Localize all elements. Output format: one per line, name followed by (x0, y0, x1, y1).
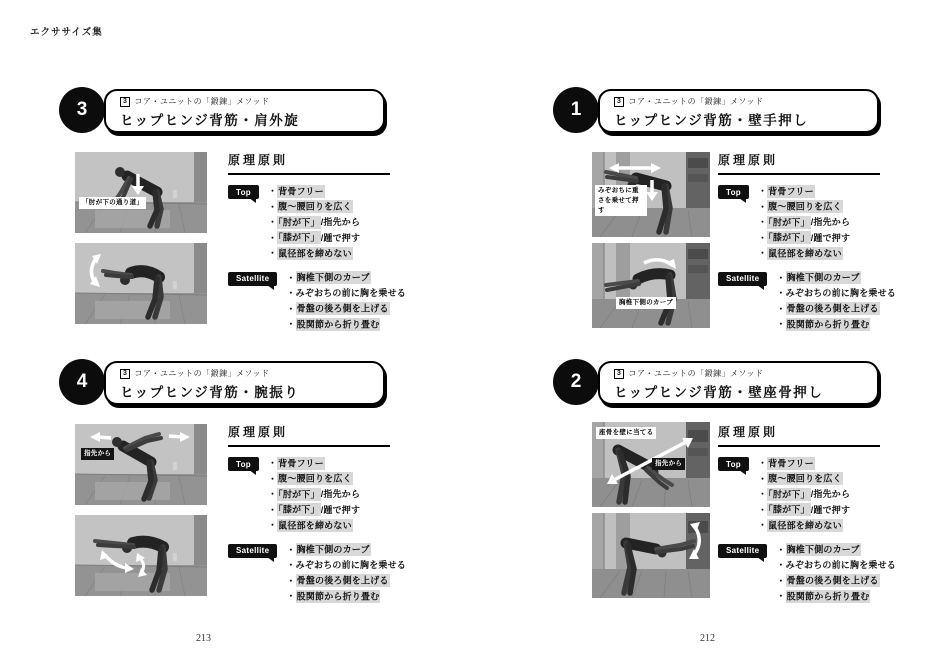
photo-callout: 指先から (81, 448, 114, 460)
satellite-principles (718, 271, 896, 333)
bullet: ・ (267, 232, 278, 243)
principle-item: ・鼠径部を締めない (267, 248, 352, 258)
satellite-tag: Satellite (228, 544, 277, 558)
method-label-row (614, 368, 867, 379)
section-header (104, 89, 385, 133)
principle-item: ・みぞおちの前に胸を乗せる (776, 288, 896, 298)
section-number-badge: 3 (59, 87, 105, 133)
bullet: ・ (267, 473, 278, 484)
photo-callout: 座骨を壁に当てる (596, 427, 656, 439)
principles-panel (718, 423, 896, 605)
top-list (758, 456, 850, 534)
principle-item: ・鼠径部を締めない (267, 520, 352, 530)
satellite-list (776, 271, 896, 333)
exercise-photo (592, 422, 710, 507)
principle-item: ・骨盤の後ろ側を上げる (776, 575, 879, 586)
photo-scene (592, 513, 710, 598)
photo-scene (75, 424, 207, 505)
bullet: ・ (267, 504, 278, 515)
principle-item: ・腹〜腰回りを広く (267, 201, 352, 212)
principle-item: ・胸椎下側のカーブ (286, 272, 370, 283)
bullet: ・ (757, 489, 768, 499)
bullet: ・ (757, 201, 768, 212)
bullet: ・ (757, 504, 768, 515)
top-list (268, 456, 360, 534)
bullet: ・ (776, 319, 786, 329)
satellite-list (286, 543, 406, 605)
bullet: ・ (776, 575, 786, 586)
bullet: ・ (757, 232, 768, 243)
principle-item: ・「膝が下」/踵で押す (757, 232, 851, 243)
method-label-row (614, 96, 867, 107)
principle-item: ・背骨フリー (757, 458, 814, 468)
principle-item: ・「肘が下」/指先から (267, 489, 361, 499)
principle-item: ・腹〜腰回りを広く (757, 473, 842, 484)
exercise-photo (592, 152, 710, 237)
bullet: ・ (757, 186, 768, 196)
top-principles (228, 456, 390, 534)
section-number-badge: 1 (553, 87, 599, 133)
method-label: コア・ユニットの「鍛錬」メソッド (134, 369, 270, 378)
section-number-badge: 2 (553, 359, 599, 405)
bullet: ・ (776, 272, 786, 283)
satellite-principles (228, 543, 406, 605)
satellite-principles (718, 543, 896, 605)
bullet: ・ (776, 591, 786, 601)
principles-panel (718, 151, 896, 333)
principle-item: ・骨盤の後ろ側を上げる (286, 575, 389, 586)
principle-item: ・骨盤の後ろ側を上げる (286, 303, 389, 314)
top-tag: Top (228, 457, 259, 471)
method-label: コア・ユニットの「鍛錬」メソッド (628, 369, 764, 378)
satellite-list (776, 543, 896, 605)
principle-item: ・胸椎下側のカーブ (776, 272, 860, 283)
bullet: ・ (757, 217, 768, 227)
method-number-box: 3 (120, 97, 130, 107)
bullet: ・ (286, 272, 296, 283)
bullet: ・ (757, 520, 768, 530)
top-tag: Top (718, 185, 749, 199)
section-header (598, 361, 879, 405)
principle-item: ・胸椎下側のカーブ (776, 544, 860, 555)
principles-panel (228, 423, 406, 605)
section-title: ヒップヒンジ背筋・肩外旋 (120, 113, 300, 128)
principle-item: ・股関節から折り畳む (286, 319, 380, 329)
method-number-box: 3 (120, 369, 130, 379)
exercise-photo (592, 513, 710, 598)
bullet: ・ (267, 186, 278, 196)
bullet: ・ (267, 217, 278, 227)
bullet: ・ (757, 458, 768, 468)
section-header (598, 89, 879, 133)
exercise-photo (75, 424, 207, 505)
photo-scene (75, 243, 207, 324)
satellite-principles (228, 271, 406, 333)
top-tag: Top (718, 457, 749, 471)
method-number-box: 3 (614, 97, 624, 107)
exercise-photo (75, 515, 207, 596)
satellite-list (286, 271, 406, 333)
method-label: コア・ユニットの「鍛錬」メソッド (134, 97, 270, 106)
principle-item: ・股関節から折り畳む (776, 591, 870, 601)
principle-item: ・みぞおちの前に胸を乗せる (776, 560, 896, 570)
principles-panel (228, 151, 406, 333)
running-head: エクササイズ集 (30, 27, 103, 38)
principle-item: ・背骨フリー (267, 186, 324, 196)
bullet: ・ (267, 489, 278, 499)
bullet: ・ (776, 544, 786, 555)
photo-scene (75, 152, 207, 233)
top-principles (228, 184, 390, 262)
principles-heading: 原理原則 (718, 151, 880, 175)
satellite-tag: Satellite (718, 544, 767, 558)
method-label-row (120, 96, 373, 107)
section-title: ヒップヒンジ背筋・腕振り (120, 385, 300, 400)
principle-item: ・鼠径部を締めない (757, 520, 842, 530)
bullet: ・ (286, 560, 296, 570)
photo-callout: みぞおちに重さを乗せて押す (595, 185, 647, 216)
section-number-badge: 4 (59, 359, 105, 405)
bullet: ・ (286, 575, 296, 586)
bullet: ・ (267, 248, 278, 258)
satellite-tag: Satellite (228, 272, 277, 286)
bullet: ・ (286, 319, 296, 329)
bullet: ・ (267, 201, 278, 212)
method-label: コア・ユニットの「鍛錬」メソッド (628, 97, 764, 106)
principle-item: ・「膝が下」/踵で押す (267, 232, 361, 243)
bullet: ・ (267, 458, 278, 468)
principle-item: ・背骨フリー (757, 186, 814, 196)
exercise-photo (75, 152, 207, 233)
bullet: ・ (286, 591, 296, 601)
principles-heading: 原理原則 (228, 423, 390, 447)
top-list (268, 184, 360, 262)
principles-heading: 原理原則 (228, 151, 390, 175)
bullet: ・ (776, 303, 786, 314)
bullet: ・ (286, 544, 296, 555)
photo-callout: 胸椎下側のカーブ (616, 297, 676, 309)
principle-item: ・骨盤の後ろ側を上げる (776, 303, 879, 314)
bullet: ・ (286, 303, 296, 314)
principle-item: ・胸椎下側のカーブ (286, 544, 370, 555)
principle-item: ・「肘が下」/指先から (757, 217, 851, 227)
principle-item: ・「肘が下」/指先から (267, 217, 361, 227)
bullet: ・ (776, 560, 786, 570)
photo-callout: 「肘が下の通り道」 (79, 197, 146, 209)
method-label-row (120, 368, 373, 379)
principle-item: ・背骨フリー (267, 458, 324, 468)
principle-item: ・みぞおちの前に胸を乗せる (286, 288, 406, 298)
photo-callout: 指先から (652, 458, 685, 470)
principle-item: ・鼠径部を締めない (757, 248, 842, 258)
bullet: ・ (757, 248, 768, 258)
principle-item: ・「膝が下」/踵で押す (267, 504, 361, 515)
page-number-left: 213 (196, 633, 211, 644)
section-title: ヒップヒンジ背筋・壁座骨押し (614, 385, 824, 400)
principle-item: ・腹〜腰回りを広く (267, 473, 352, 484)
bullet: ・ (267, 520, 278, 530)
method-number-box: 3 (614, 369, 624, 379)
principles-heading: 原理原則 (718, 423, 880, 447)
exercise-photo (75, 243, 207, 324)
principle-item: ・「膝が下」/踵で押す (757, 504, 851, 515)
top-principles (718, 184, 880, 262)
photo-scene (75, 515, 207, 596)
principle-item: ・「肘が下」/指先から (757, 489, 851, 499)
top-tag: Top (228, 185, 259, 199)
exercise-photo (592, 243, 710, 328)
section-title: ヒップヒンジ背筋・壁手押し (614, 113, 809, 128)
photo-scene (592, 243, 710, 328)
top-list (758, 184, 850, 262)
satellite-tag: Satellite (718, 272, 767, 286)
bullet: ・ (776, 288, 786, 298)
principle-item: ・股関節から折り畳む (286, 591, 380, 601)
top-principles (718, 456, 880, 534)
section-header (104, 361, 385, 405)
page-number-right: 212 (700, 633, 715, 644)
principle-item: ・股関節から折り畳む (776, 319, 870, 329)
principle-item: ・腹〜腰回りを広く (757, 201, 842, 212)
principle-item: ・みぞおちの前に胸を乗せる (286, 560, 406, 570)
bullet: ・ (286, 288, 296, 298)
bullet: ・ (757, 473, 768, 484)
